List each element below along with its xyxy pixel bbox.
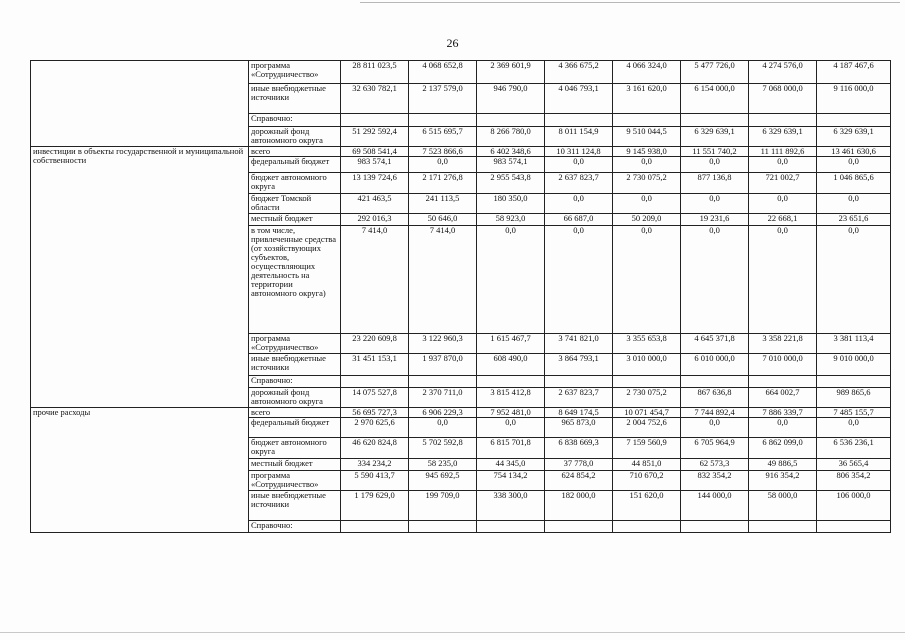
value-cell: 3 864 793,1 — [545, 354, 613, 376]
value-cell: 0,0 — [613, 226, 681, 334]
source-cell: всего — [249, 147, 341, 157]
value-cell: 8 649 174,5 — [545, 408, 613, 418]
value-cell: 6 705 964,9 — [681, 438, 749, 459]
value-cell — [681, 114, 749, 127]
value-cell: 0,0 — [477, 418, 545, 438]
value-cell: 3 355 653,8 — [613, 334, 681, 354]
value-cell: 421 463,5 — [341, 194, 409, 214]
value-cell: 6 154 000,0 — [681, 84, 749, 114]
value-cell: 8 266 780,0 — [477, 127, 545, 147]
value-cell: 6 906 229,3 — [409, 408, 477, 418]
value-cell: 6 402 348,6 — [477, 147, 545, 157]
value-cell: 1 937 870,0 — [409, 354, 477, 376]
source-cell: федеральный бюджет — [249, 157, 341, 173]
value-cell: 4 645 371,8 — [681, 334, 749, 354]
value-cell: 1 046 865,6 — [817, 173, 891, 194]
source-cell: в том числе, привлеченные средства (от хозяйствующих субъектов, осуществляющих деятельность на территории автономного округа) — [249, 226, 341, 334]
value-cell — [545, 521, 613, 533]
value-cell — [749, 376, 817, 388]
source-cell: иные внебюджетные источники — [249, 491, 341, 521]
value-cell — [681, 376, 749, 388]
value-cell — [749, 114, 817, 127]
value-cell — [477, 521, 545, 533]
page-number: 26 — [446, 36, 459, 50]
value-cell: 983 574,1 — [341, 157, 409, 173]
value-cell: 2 171 276,8 — [409, 173, 477, 194]
value-cell: 4 046 793,1 — [545, 84, 613, 114]
value-cell: 144 000,0 — [681, 491, 749, 521]
value-cell — [613, 376, 681, 388]
value-cell — [409, 114, 477, 127]
value-cell: 2 137 579,0 — [409, 84, 477, 114]
value-cell: 3 358 221,8 — [749, 334, 817, 354]
source-cell: Справочно: — [249, 114, 341, 127]
value-cell: 106 000,0 — [817, 491, 891, 521]
value-cell: 877 136,8 — [681, 173, 749, 194]
value-cell: 0,0 — [545, 226, 613, 334]
value-cell: 23 220 609,8 — [341, 334, 409, 354]
value-cell: 9 510 044,5 — [613, 127, 681, 147]
value-cell: 66 687,0 — [545, 214, 613, 226]
value-cell — [477, 114, 545, 127]
value-cell: 241 113,5 — [409, 194, 477, 214]
value-cell: 50 209,0 — [613, 214, 681, 226]
value-cell: 2 730 075,2 — [613, 173, 681, 194]
value-cell: 11 111 892,6 — [749, 147, 817, 157]
value-cell: 199 709,0 — [409, 491, 477, 521]
value-cell: 2 955 543,8 — [477, 173, 545, 194]
value-cell: 180 350,0 — [477, 194, 545, 214]
value-cell: 664 002,7 — [749, 388, 817, 408]
source-cell: бюджет автономного округа — [249, 173, 341, 194]
value-cell: 983 574,1 — [477, 157, 545, 173]
value-cell: 14 075 527,8 — [341, 388, 409, 408]
value-cell: 0,0 — [817, 157, 891, 173]
value-cell: 28 811 023,5 — [341, 61, 409, 84]
value-cell — [477, 376, 545, 388]
value-cell: 7 523 866,6 — [409, 147, 477, 157]
value-cell: 13 139 724,6 — [341, 173, 409, 194]
source-cell: программа «Сотрудничество» — [249, 334, 341, 354]
value-cell: 5 477 726,0 — [681, 61, 749, 84]
value-cell: 806 354,2 — [817, 471, 891, 491]
value-cell: 4 366 675,2 — [545, 61, 613, 84]
value-cell: 0,0 — [409, 157, 477, 173]
value-cell: 2 369 601,9 — [477, 61, 545, 84]
value-cell: 58 923,0 — [477, 214, 545, 226]
source-cell: Справочно: — [249, 521, 341, 533]
value-cell: 4 274 576,0 — [749, 61, 817, 84]
value-cell: 9 145 938,0 — [613, 147, 681, 157]
value-cell: 0,0 — [681, 194, 749, 214]
value-cell — [749, 521, 817, 533]
source-cell: федеральный бюджет — [249, 418, 341, 438]
value-cell — [409, 376, 477, 388]
value-cell: 0,0 — [681, 418, 749, 438]
value-cell — [681, 521, 749, 533]
value-cell: 2 730 075,2 — [613, 388, 681, 408]
value-cell — [341, 521, 409, 533]
scan-bottom-edge — [0, 632, 905, 633]
value-cell: 5 702 592,8 — [409, 438, 477, 459]
value-cell: 56 695 727,3 — [341, 408, 409, 418]
value-cell: 62 573,3 — [681, 459, 749, 471]
value-cell: 6 838 669,3 — [545, 438, 613, 459]
value-cell: 946 790,0 — [477, 84, 545, 114]
source-cell: местный бюджет — [249, 459, 341, 471]
value-cell: 69 508 541,4 — [341, 147, 409, 157]
value-cell: 10 311 124,8 — [545, 147, 613, 157]
value-cell: 182 000,0 — [545, 491, 613, 521]
value-cell: 6 329 639,1 — [749, 127, 817, 147]
value-cell: 0,0 — [817, 194, 891, 214]
table-row — [31, 61, 891, 84]
value-cell: 4 187 467,6 — [817, 61, 891, 84]
value-cell: 4 066 324,0 — [613, 61, 681, 84]
source-cell: бюджет Томской области — [249, 194, 341, 214]
value-cell: 608 490,0 — [477, 354, 545, 376]
value-cell: 867 636,8 — [681, 388, 749, 408]
source-cell: программа «Сотрудничество» — [249, 471, 341, 491]
source-cell: иные внебюджетные источники — [249, 354, 341, 376]
value-cell: 0,0 — [817, 226, 891, 334]
table-row — [31, 147, 891, 157]
value-cell: 6 010 000,0 — [681, 354, 749, 376]
value-cell: 9 116 000,0 — [817, 84, 891, 114]
value-cell — [613, 114, 681, 127]
value-cell: 23 651,6 — [817, 214, 891, 226]
value-cell: 3 010 000,0 — [613, 354, 681, 376]
value-cell: 7 159 560,9 — [613, 438, 681, 459]
source-cell: всего — [249, 408, 341, 418]
value-cell: 8 011 154,9 — [545, 127, 613, 147]
value-cell: 7 068 000,0 — [749, 84, 817, 114]
value-cell — [545, 376, 613, 388]
source-cell: бюджет автономного округа — [249, 438, 341, 459]
value-cell: 965 873,0 — [545, 418, 613, 438]
value-cell: 1 615 467,7 — [477, 334, 545, 354]
value-cell: 0,0 — [545, 194, 613, 214]
value-cell: 51 292 592,4 — [341, 127, 409, 147]
value-cell: 44 851,0 — [613, 459, 681, 471]
table-row — [31, 408, 891, 418]
value-cell: 19 231,6 — [681, 214, 749, 226]
value-cell: 0,0 — [477, 226, 545, 334]
value-cell: 0,0 — [409, 418, 477, 438]
value-cell — [613, 521, 681, 533]
value-cell: 7 952 481,0 — [477, 408, 545, 418]
value-cell: 832 354,2 — [681, 471, 749, 491]
value-cell: 292 016,3 — [341, 214, 409, 226]
value-cell: 37 778,0 — [545, 459, 613, 471]
value-cell: 58 235,0 — [409, 459, 477, 471]
value-cell — [817, 376, 891, 388]
value-cell: 989 865,6 — [817, 388, 891, 408]
value-cell — [817, 114, 891, 127]
value-cell: 0,0 — [613, 157, 681, 173]
budget-table — [30, 60, 891, 533]
value-cell: 916 354,2 — [749, 471, 817, 491]
value-cell: 7 485 155,7 — [817, 408, 891, 418]
value-cell — [341, 114, 409, 127]
category-cell: инвестиции в объекты государственной и муниципальной собственности — [31, 147, 249, 408]
value-cell: 2 637 823,7 — [545, 388, 613, 408]
value-cell: 22 668,1 — [749, 214, 817, 226]
value-cell: 44 345,0 — [477, 459, 545, 471]
value-cell: 31 451 153,1 — [341, 354, 409, 376]
value-cell: 338 300,0 — [477, 491, 545, 521]
value-cell: 0,0 — [817, 418, 891, 438]
value-cell: 2 637 823,7 — [545, 173, 613, 194]
value-cell: 710 670,2 — [613, 471, 681, 491]
value-cell: 151 620,0 — [613, 491, 681, 521]
value-cell: 3 741 821,0 — [545, 334, 613, 354]
value-cell: 2 370 711,0 — [409, 388, 477, 408]
value-cell: 624 854,2 — [545, 471, 613, 491]
value-cell: 3 381 113,4 — [817, 334, 891, 354]
value-cell: 3 161 620,0 — [613, 84, 681, 114]
source-cell: дорожный фонд автономного округа — [249, 388, 341, 408]
value-cell: 32 630 782,1 — [341, 84, 409, 114]
value-cell: 6 329 639,1 — [817, 127, 891, 147]
value-cell: 721 002,7 — [749, 173, 817, 194]
value-cell: 7 744 892,4 — [681, 408, 749, 418]
source-cell: Справочно: — [249, 376, 341, 388]
value-cell: 3 122 960,3 — [409, 334, 477, 354]
source-cell: иные внебюджетные источники — [249, 84, 341, 114]
value-cell: 10 071 454,7 — [613, 408, 681, 418]
value-cell: 0,0 — [749, 418, 817, 438]
value-cell: 11 551 740,2 — [681, 147, 749, 157]
value-cell: 334 234,2 — [341, 459, 409, 471]
value-cell: 36 565,4 — [817, 459, 891, 471]
value-cell: 3 815 412,8 — [477, 388, 545, 408]
table-body — [31, 61, 891, 533]
value-cell — [817, 521, 891, 533]
value-cell: 2 970 625,6 — [341, 418, 409, 438]
value-cell: 49 886,5 — [749, 459, 817, 471]
value-cell — [545, 114, 613, 127]
value-cell: 0,0 — [681, 157, 749, 173]
source-cell: местный бюджет — [249, 214, 341, 226]
value-cell: 46 620 824,8 — [341, 438, 409, 459]
value-cell: 0,0 — [545, 157, 613, 173]
value-cell: 58 000,0 — [749, 491, 817, 521]
value-cell: 0,0 — [749, 194, 817, 214]
value-cell: 7 414,0 — [341, 226, 409, 334]
value-cell: 0,0 — [749, 157, 817, 173]
value-cell: 7 414,0 — [409, 226, 477, 334]
value-cell: 7 886 339,7 — [749, 408, 817, 418]
value-cell: 6 536 236,1 — [817, 438, 891, 459]
value-cell: 13 461 630,6 — [817, 147, 891, 157]
source-cell: дорожный фонд автономного округа — [249, 127, 341, 147]
value-cell: 2 004 752,6 — [613, 418, 681, 438]
source-cell: программа «Сотрудничество» — [249, 61, 341, 84]
value-cell: 945 692,5 — [409, 471, 477, 491]
value-cell: 6 329 639,1 — [681, 127, 749, 147]
value-cell: 50 646,0 — [409, 214, 477, 226]
value-cell: 6 815 701,8 — [477, 438, 545, 459]
value-cell: 0,0 — [749, 226, 817, 334]
value-cell: 0,0 — [681, 226, 749, 334]
value-cell: 754 134,2 — [477, 471, 545, 491]
value-cell: 5 590 413,7 — [341, 471, 409, 491]
value-cell — [409, 521, 477, 533]
category-cell — [31, 61, 249, 147]
value-cell: 7 010 000,0 — [749, 354, 817, 376]
value-cell: 9 010 000,0 — [817, 354, 891, 376]
value-cell: 4 068 652,8 — [409, 61, 477, 84]
value-cell: 0,0 — [613, 194, 681, 214]
category-cell: прочие расходы — [31, 408, 249, 533]
value-cell: 6 862 099,0 — [749, 438, 817, 459]
value-cell — [341, 376, 409, 388]
value-cell: 1 179 629,0 — [341, 491, 409, 521]
scan-top-edge — [360, 2, 900, 3]
value-cell: 6 515 695,7 — [409, 127, 477, 147]
